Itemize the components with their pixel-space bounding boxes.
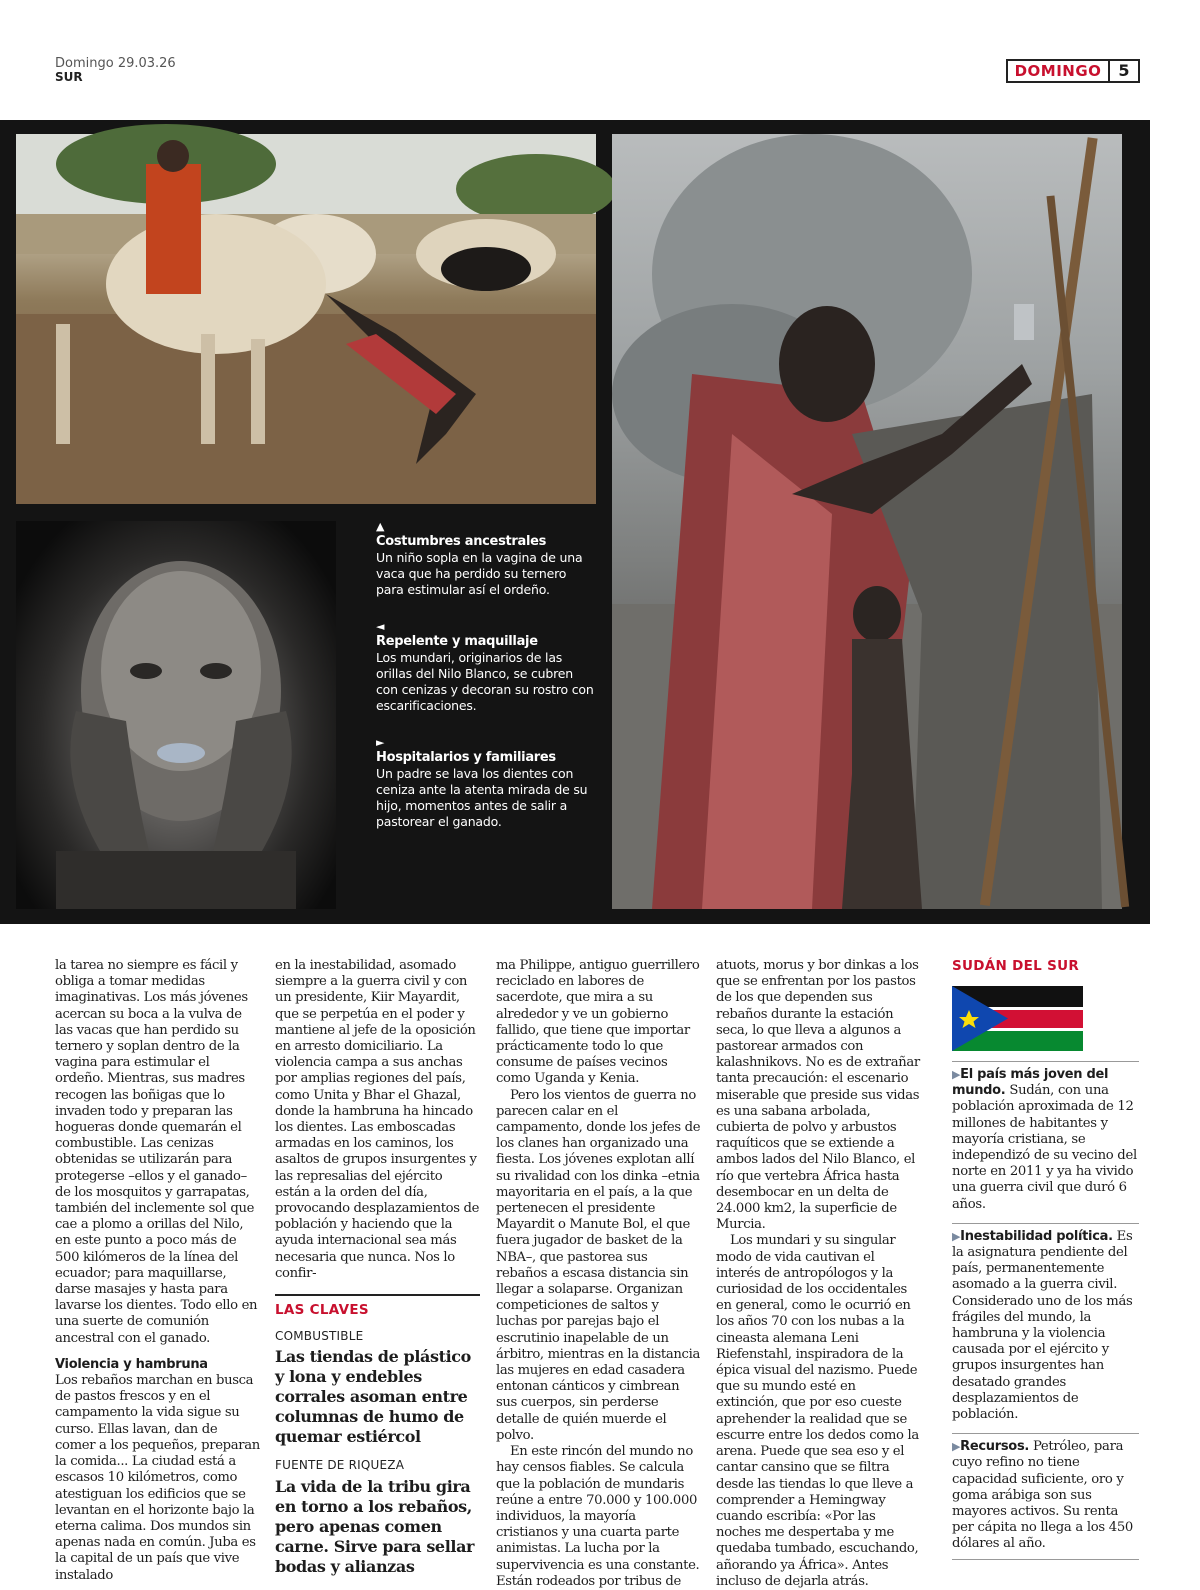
article-column-1 xyxy=(55,958,260,1584)
triangle-bullet-icon: ▶ xyxy=(952,1229,961,1243)
caption-hospitalarios xyxy=(376,736,596,830)
caption-text: Los mundari, originarios de las orillas del Nilo Blanco, se cubren con cenizas y decoran su rostro con escarificaciones. xyxy=(376,650,594,713)
body-paragraph: en la inestabilidad, asomado siempre a la guerra civil y con un presidente, Kiir Mayardit, que se perpetúa en el poder y mantiene al jefe de la oposición en arresto domiciliario. La violencia campa a sus anchas por amplias regiones del país, como Unita y Bhar el Ghazal, donde la hambruna ha hincado los dientes. Las emboscadas armadas en los caminos, los asaltos de grupos insurgentes y las represalias del ejército están a la orden del día, provocando desplazamientos de población y haciendo que la ayuda internacional sea más necesaria que nunca. Nos lo confir- xyxy=(275,958,480,1281)
south-sudan-flag-icon xyxy=(952,986,1083,1051)
triangle-bullet-icon: ▶ xyxy=(952,1440,961,1454)
body-paragraph: atuots, morus y bor dinkas a los que se enfrentan por los pastos de los que dependen sus rebaños durante la estación seca, lo que lleva a algunos a pastorear armados con kalashnikovs. No es de extrañar tanta precaución: el escenario miserable que preside sus vidas es una sabana arbolada, cubierta de polvo y arbustos raquíticos que se extiende a ambos lados del Nilo Blanco, el río que vertebra África hasta desembocar en un delta de 24.000 km2, la superficie de Murcia. xyxy=(716,958,920,1233)
body-paragraph: Los rebaños marchan en busca de pastos frescos y en el campamento la vida sigue su curso. Ellas lavan, dan de comer a los pequeños, preparan la comida... La ciudad está a escasos 10 kilómetros, como atestiguan los edificios que se levantan en el horizonte bajo la eterna calima. Dos mundos sin apenas nada en común. Juba es la capital de un país que vive instalado xyxy=(55,1373,260,1583)
article-column-2 xyxy=(275,958,480,1577)
factbox-title: SUDÁN DEL SUR xyxy=(952,958,1080,974)
issue-date: Domingo 29.03.26 xyxy=(55,56,176,71)
factbox-item xyxy=(952,1061,1139,1213)
caption-title: Repelente y maquillaje xyxy=(376,634,538,649)
arrow-right-icon: ► xyxy=(376,736,385,749)
photo-father-son xyxy=(612,134,1122,909)
body-paragraph: Pero los vientos de guerra no parecen calar en el campamento, donde los jefes de los clanes han organizado una fiesta. Los jóvenes explotan allí su rivalidad con los dinka –etnia mayoritaria en el país, a la que pertenecen el presidente Mayardit o Manute Bol, el que fuera jugador de basket de la NBA–, que pastorea sus rebaños a escasa distancia sin llegar a solaparse. Organizan competiciones de saltos y luchas por parejas bajo el escrutinio inapelable de un árbitro, mientras en la distancia las mujeres en edad casadera entonan cánticos y cimbrean sus cuerpos, sin perderse detalle de quién muerde el polvo. xyxy=(496,1087,701,1443)
caption-title: Costumbres ancestrales xyxy=(376,534,547,549)
country-factbox xyxy=(952,958,1139,1560)
factbox-item-lead: El país más joven del mundo. xyxy=(952,1067,1109,1099)
caption-costumbres xyxy=(376,520,596,598)
subheading: Violencia y hambruna xyxy=(55,1356,208,1372)
key-point-label: COMBUSTIBLE xyxy=(275,1329,364,1344)
triangle-bullet-icon: ▶ xyxy=(952,1068,961,1081)
key-points-title: LAS CLAVES xyxy=(275,1302,369,1319)
key-point-headline: La vida de la tribu gira en torno a los rebaños, pero apenas comen carne. Sirve para sellar bodas y alianzas xyxy=(275,1476,475,1576)
caption-text: Un niño sopla en la vagina de una vaca que ha perdido su ternero para estimular así el ordeño. xyxy=(376,550,583,597)
caption-text: Un padre se lava los dientes con ceniza ante la atenta mirada de su hijo, momentos antes de salir a pastorear el ganado. xyxy=(376,766,588,829)
body-paragraph: la tarea no siempre es fácil y obliga a tomar medidas imaginativas. Los más jóvenes acercan su boca a la vulva de las vacas que han perdido su ternero y soplan dentro de la vagina para estimular el ordeño. Mientras, sus madres recogen las boñigas que lo invaden todo y preparan las hogueras donde quemarán el combustible. Las cenizas obtenidas se utilizarán para protegerse –ellos y el ganado– de los mosquitos y garrapatas, también del inclemente sol que cae a plomo a orillas del Nilo, en este punto a poco más de 500 kilómeros de la línea del ecuador; para maquillarse, darse masajes y hasta para lavarse los dientes. Todo ello en una suerte de comunión ancestral con el ganado. xyxy=(55,958,258,1346)
photo-cattle-camp xyxy=(16,134,596,504)
factbox-item xyxy=(952,1223,1139,1423)
photo-ash-face xyxy=(16,521,336,909)
body-paragraph: ma Philippe, antiguo guerrillero reciclado en labores de sacerdote, que mira a su alrededor y ve un gobierno fallido, que tiene que importar prácticamente todo lo que consume de países vecinos como Uganda y Kenia. xyxy=(496,958,700,1087)
key-points-box xyxy=(275,1294,480,1577)
factbox-divider xyxy=(952,1559,1139,1560)
factbox-item-text: Es la asignatura pendiente del país, permanentemente asomado a la guerra civil. Considerado uno de los más frágiles del mundo, la hambruna y la violencia causada por el ejército y grupos insurgentes han desatado grandes desplazamientos de población. xyxy=(952,1228,1133,1423)
body-paragraph: En este rincón del mundo no hay censos fiables. Se calcula que la población de mundaris reúne a entre 70.000 y 100.000 individuos, la mayoría cristianos y una cuarta parte animistas. La lucha por la supervivencia es una constante. Están rodeados por tribus de xyxy=(496,1444,700,1589)
factbox-item xyxy=(952,1433,1139,1552)
factbox-item-text: Petróleo, para cuyo refino no tiene capacidad suficiente, oro y goma arábiga son sus mayores activos. Su renta per cápita no llega a los 450 dólares al año. xyxy=(952,1439,1134,1552)
key-point-headline: Las tiendas de plástico y lona y endebles corrales asoman entre columnas de humo de quemar estiércol xyxy=(275,1347,471,1447)
publication-name: SUR xyxy=(55,70,83,84)
caption-repelente xyxy=(376,620,596,714)
factbox-item-lead: Inestabilidad política. xyxy=(960,1228,1113,1244)
arrow-up-icon: ▲ xyxy=(376,520,385,533)
key-point-label: FUENTE DE RIQUEZA xyxy=(275,1458,405,1473)
factbox-item-text: Sudán, con una población aproximada de 12 millones de habitantes y mayoría cristiana, se independizó de su vecino del norte en 2011 y ya ha vivido una guerra civil que duró 6 años. xyxy=(952,1083,1137,1212)
article-column-3 xyxy=(496,958,701,1590)
factbox-item-lead: Recursos. xyxy=(960,1439,1030,1455)
body-paragraph: Los mundari y su singular modo de vida cautivan el interés de antropólogos y la curiosidad de los occidentales en general, como le ocurrió en los años 70 con los nubas a la cineasta alemana Leni Riefenstahl, inspiradora de la épica visual del nazismo. Puede que su mundo esté en extinción, que por eso cueste aprehender la realidad que se escurre entre los dedos como la arena. Puede que sea eso y el cantar cansino que se filtra desde las tiendas lo que lleve a comprender a Hemingway cuando escribía: «Por las noches me despertaba y me quedaba tumbado, escuchando, añorando ya África». Antes incluso de dejarla atrás. xyxy=(716,1233,919,1589)
section-label: DOMINGO xyxy=(1006,59,1110,83)
arrow-left-icon: ◄ xyxy=(376,620,385,633)
page-number: 5 xyxy=(1108,59,1140,83)
photo-captions xyxy=(376,520,596,852)
article-column-4 xyxy=(716,958,921,1590)
caption-title: Hospitalarios y familiares xyxy=(376,750,556,765)
photo-band xyxy=(0,120,1150,924)
